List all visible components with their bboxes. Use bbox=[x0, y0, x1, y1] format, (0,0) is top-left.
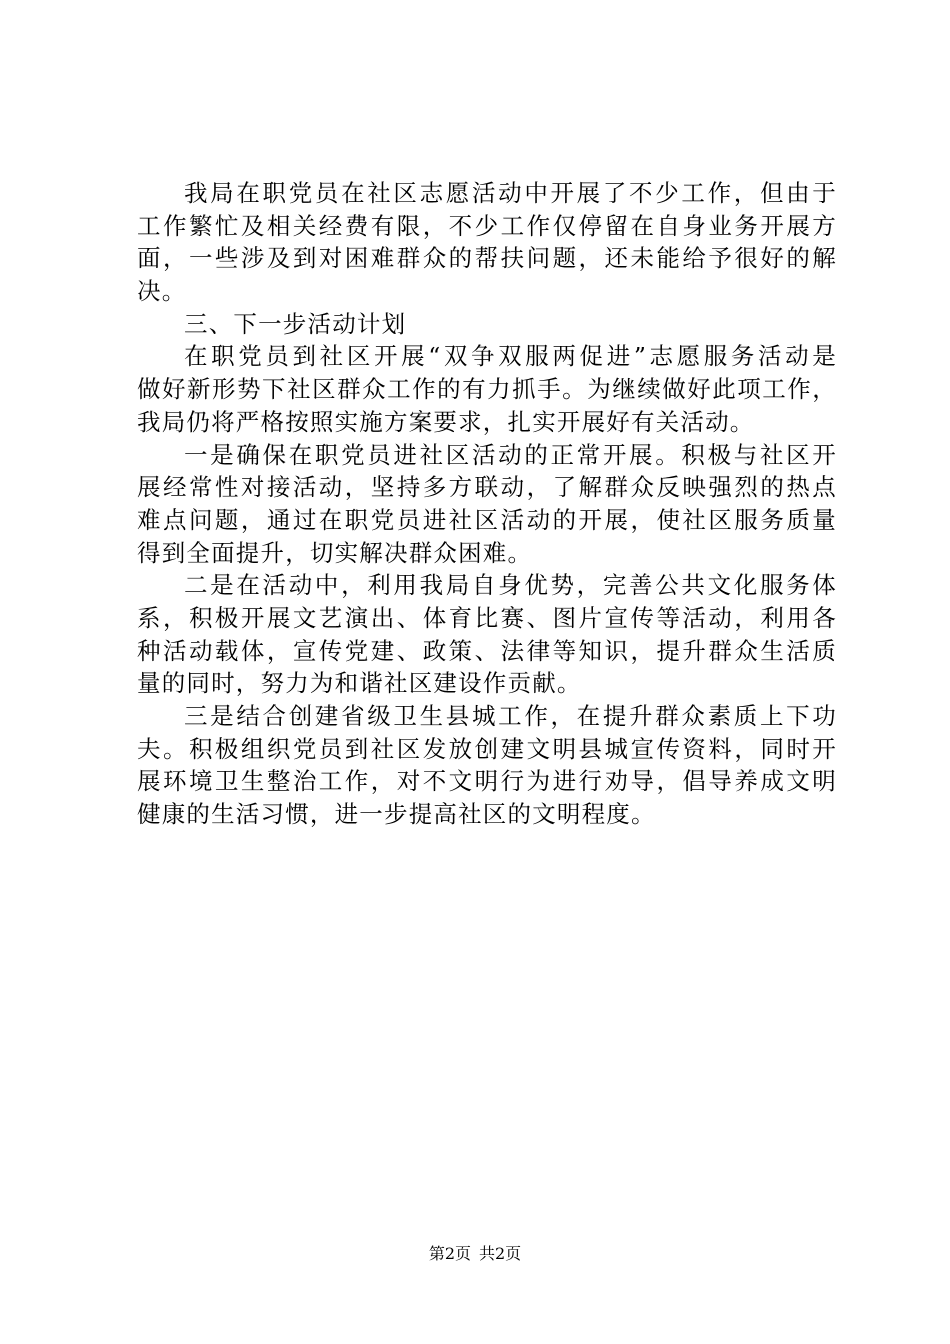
text-line: 决。 bbox=[137, 277, 187, 306]
text-line: 在职党员到社区开展“双争双服两促进”志愿服务活动是 bbox=[184, 342, 837, 371]
text-line: 展经常性对接活动，坚持多方联动，了解群众反映强烈的热点 bbox=[137, 473, 837, 502]
section-heading-next-plan bbox=[137, 308, 837, 341]
text-line: 二是在活动中，利用我局自身优势，完善公共文化服务体 bbox=[184, 571, 837, 600]
text-line: 得到全面提升，切实解决群众困难。 bbox=[137, 538, 533, 567]
paragraph-plan-item-one bbox=[137, 439, 837, 570]
page-number-total: 共2页 bbox=[479, 1244, 522, 1263]
text-line: 种活动载体，宣传党建、政策、法律等知识，提升群众生活质 bbox=[137, 636, 837, 665]
text-line: 量的同时，努力为和谐社区建设作贡献。 bbox=[137, 669, 582, 698]
text-line: 我局在职党员在社区志愿活动中开展了不少工作，但由于 bbox=[184, 179, 837, 207]
paragraph-plan-item-two bbox=[137, 569, 837, 700]
text-line: 夫。积极组织党员到社区发放创建文明县城宣传资料，同时开 bbox=[137, 734, 837, 763]
paragraph-volunteer-shortcomings bbox=[137, 177, 837, 308]
text-line: 面，一些涉及到对困难群众的帮扶问题，还未能给予很好的解 bbox=[137, 244, 837, 273]
page-number-current: 第2页 bbox=[428, 1244, 471, 1263]
text-line: 做好新形势下社区群众工作的有力抓手。为继续做好此项工作， bbox=[137, 375, 837, 404]
text-line: 我局仍将严格按照实施方案要求，扎实开展好有关活动。 bbox=[137, 407, 755, 436]
text-line: 系，积极开展文艺演出、体育比赛、图片宣传等活动，利用各 bbox=[137, 603, 837, 632]
text-line: 健康的生活习惯，进一步提高社区的文明程度。 bbox=[137, 800, 656, 829]
section-heading: 三、下一步活动计划 bbox=[184, 309, 407, 338]
paragraph-plan-item-three bbox=[137, 700, 837, 831]
page-footer bbox=[0, 1244, 950, 1264]
document-body bbox=[137, 177, 837, 831]
text-line: 三是结合创建省级卫生县城工作，在提升群众素质上下功 bbox=[184, 702, 837, 730]
text-line: 展环境卫生整治工作，对不文明行为进行劝导，倡导养成文明 bbox=[137, 767, 837, 796]
text-line: 一是确保在职党员进社区活动的正常开展。积极与社区开 bbox=[184, 440, 837, 469]
text-line: 工作繁忙及相关经费有限，不少工作仅停留在自身业务开展方 bbox=[137, 211, 837, 240]
paragraph-plan-intro bbox=[137, 340, 837, 438]
text-line: 难点问题，通过在职党员进社区活动的开展，使社区服务质量 bbox=[137, 505, 837, 534]
